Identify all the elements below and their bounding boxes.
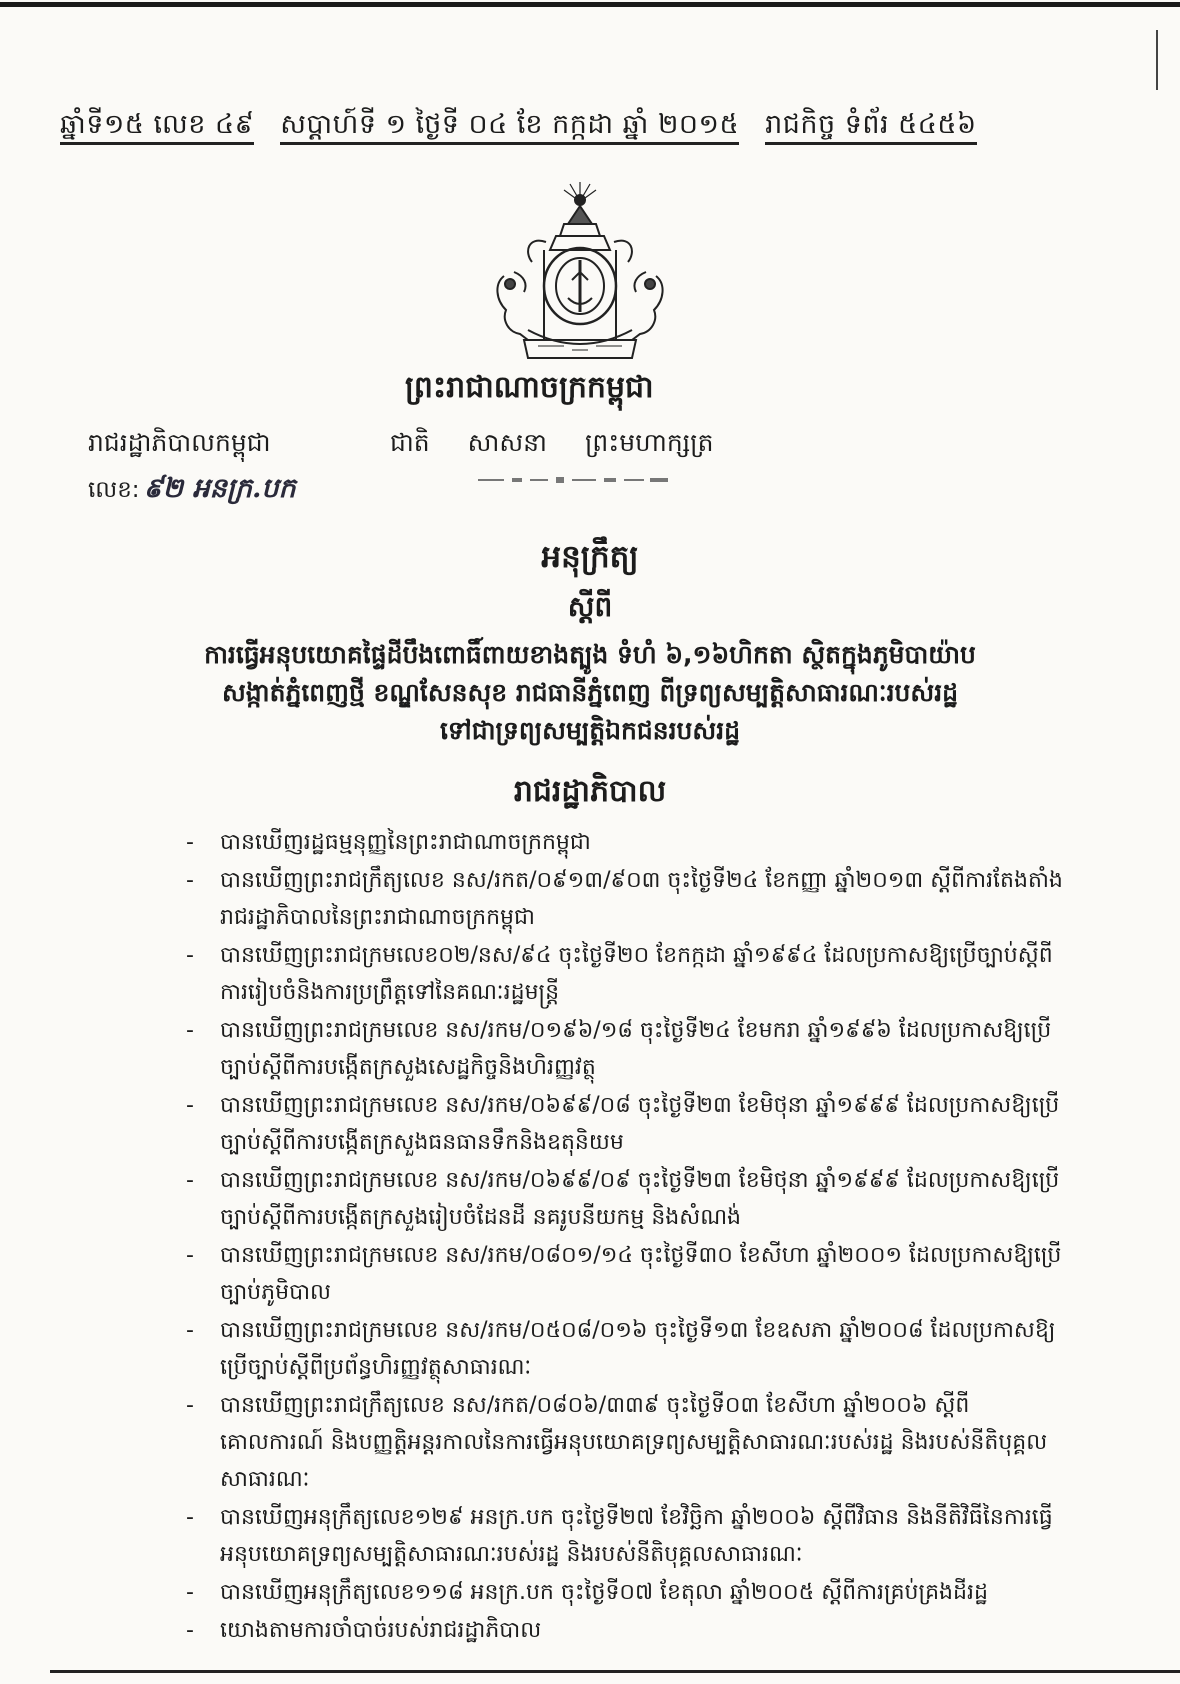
preamble-item: - បានឃើញព្រះរាជក្រមលេខ នស/រកម/០៨០១/១៤ ចុះថ្ងៃទី៣០ ខែសីហា ឆ្នាំ២០០១ ដែលប្រកាសឱ្យប្រើច្បាប់ភូមិបាល xyxy=(186,1243,1062,1305)
motto-religion: សាសនា xyxy=(467,428,547,457)
motto-king: ព្រះមហាក្សត្រ xyxy=(584,428,714,457)
bottom-border-rule xyxy=(50,1670,1180,1673)
gazette-page-number: រាជកិច្ច ទំព័រ ៥៤៥៦ xyxy=(765,109,977,145)
preamble-item: - បានឃើញរដ្ឋធម្មនុញ្ញនៃព្រះរាជាណាចក្រកម្ពុជា xyxy=(186,830,591,855)
preamble-item: - បានឃើញព្រះរាជក្រឹត្យលេខ នស/រកត/០៩១៣/៩០៣ ចុះថ្ងៃទី២៤ ខែកញ្ញា ឆ្នាំ២០១៣ ស្តីពីការតែងតាំងរាជរដ្ឋាភិបាលនៃព្រះរាជាណាចក្រកម្ពុជា xyxy=(186,868,1063,930)
preamble-text: បានឃើញព្រះរាជក្រមលេខ នស/រកម/០១៩៦/១៨ ចុះថ្ងៃទី២៤ ខែមករា ឆ្នាំ១៩៩៦ ដែលប្រកាសឱ្យប្រើច្បាប់ស្តីពីការបង្កើតក្រសួងសេដ្ឋកិច្ចនិងហិរញ្ញវត្ថុ xyxy=(220,1018,1052,1080)
preamble-item: - បានឃើញព្រះរាជក្រមលេខ០២/នស/៩៤ ចុះថ្ងៃទី២០ ខែកក្កដា ឆ្នាំ១៩៩៤ ដែលប្រកាសឱ្យប្រើច្បាប់ស្តីពីការរៀបចំនិងការប្រព្រឹត្តទៅនៃគណៈរដ្ឋមន្ត្រី xyxy=(186,943,1053,1005)
preamble-item: - បានឃើញព្រះរាជក្រឹត្យលេខ នស/រកត/០៨០៦/៣៣៩ ចុះថ្ងៃទី០៣ ខែសីហា ឆ្នាំ២០០៦ ស្តីពីគោលការណ៍ និងបញ្ញត្តិអន្តរកាលនៃការធ្វើអនុបយោគទ្រព្យសម្បត្តិសាធារណៈរបស់រដ្ឋ និងរបស់នីតិបុគ្គលសាធារណៈ xyxy=(186,1393,1048,1492)
preamble-item: - បានឃើញអនុក្រឹត្យលេខ១១៨ អនក្រ.បក ចុះថ្ងៃទី០៧ ខែតុលា ឆ្នាំ២០០៥ ស្តីពីការគ្រប់គ្រងដីរដ្ឋ xyxy=(186,1580,988,1605)
subject-label: ស្តីពី xyxy=(567,590,613,623)
preamble-item: - បានឃើញអនុក្រឹត្យលេខ១២៩ អនក្រ.បក ចុះថ្ងៃទី២៧ ខែវិច្ឆិកា ឆ្នាំ២០០៦ ស្តីពីវិធាន និងនីតិវិធីនៃការធ្វើអនុបយោគទ្រព្យសម្បត្តិសាធារណៈរបស់រដ្ឋ និងរបស់នីតិបុគ្គលសាធារណៈ xyxy=(186,1505,1053,1567)
margin-mark xyxy=(1156,30,1158,90)
national-motto xyxy=(390,428,744,464)
preamble-text: បានឃើញព្រះរាជក្រមលេខ នស/រកម/០៥០៨/០១៦ ចុះថ្ងៃទី១៣ ខែឧសភា ឆ្នាំ២០០៨ ដែលប្រកាសឱ្យប្រើច្បាប់ស្តីពីប្រព័ន្ធហិរញ្ញវត្ថុសាធារណៈ xyxy=(220,1318,1056,1380)
preamble-item: - បានឃើញព្រះរាជក្រមលេខ នស/រកម/០១៩៦/១៨ ចុះថ្ងៃទី២៤ ខែមករា ឆ្នាំ១៩៩៦ ដែលប្រកាសឱ្យប្រើច្បាប់ស្តីពីការបង្កើតក្រសួងសេដ្ឋកិច្ចនិងហិរញ្ញវត្ថុ xyxy=(186,1018,1052,1080)
gazette-year-issue: ឆ្នាំទី១៥ លេខ ៤៩ xyxy=(60,109,254,145)
divider-ornament-icon xyxy=(478,474,668,486)
preamble-text: បានឃើញព្រះរាជក្រឹត្យលេខ នស/រកត/០៩១៣/៩០៣ ចុះថ្ងៃទី២៤ ខែកញ្ញា ឆ្នាំ២០១៣ ស្តីពីការតែងតាំងរាជរដ្ឋាភិបាលនៃព្រះរាជាណាចក្រកម្ពុជា xyxy=(220,868,1063,930)
preamble-text: យោងតាមការចាំបាច់របស់រាជរដ្ឋាភិបាល xyxy=(220,1618,542,1643)
preamble-item: - យោងតាមការចាំបាច់របស់រាជរដ្ឋាភិបាល xyxy=(186,1618,542,1643)
reference-number-handwritten: ៩២ អនក្រ.បក xyxy=(143,473,296,504)
subject-line: សង្កាត់ភ្នំពេញថ្មី ខណ្ឌសែនសុខ រាជធានីភ្នំពេញ ពីទ្រព្យសម្បត្តិសាធារណៈរបស់រដ្ឋ xyxy=(221,678,958,707)
preamble-text: បានឃើញរដ្ឋធម្មនុញ្ញនៃព្រះរាជាណាចក្រកម្ពុជា xyxy=(220,830,591,855)
royal-coat-of-arms-icon xyxy=(484,180,676,370)
preamble-item: - បានឃើញព្រះរាជក្រមលេខ នស/រកម/០៦៩៩/០៩ ចុះថ្ងៃទី២៣ ខែមិថុនា ឆ្នាំ១៩៩៩ ដែលប្រកាសឱ្យប្រើច្បាប់ស្តីពីការបង្កើតក្រសួងរៀបចំដែនដី នគរូបនីយកម្ម និងសំណង់ xyxy=(186,1168,1060,1230)
subject-line: ការធ្វើអនុបយោគផ្ទៃដីបឹងពោធិ៍ពាយខាងត្បូង ទំហំ ៦,១៦ហិកតា ស្ថិតក្នុងភូមិបាយ៉ាប xyxy=(204,640,976,669)
reference-label: លេខ: xyxy=(88,477,140,503)
issuing-body-heading: រាជរដ្ឋាភិបាល xyxy=(513,774,667,809)
gazette-header xyxy=(60,108,1100,147)
preamble-text: បានឃើញព្រះរាជក្រមលេខ នស/រកម/០៦៩៩/០៨ ចុះថ្ងៃទី២៣ ខែមិថុនា ឆ្នាំ១៩៩៩ ដែលប្រកាសឱ្យប្រើច្បាប់ស្តីពីការបង្កើតក្រសួងធនធានទឹកនិងឧតុនិយម xyxy=(220,1093,1060,1155)
preamble-item: - បានឃើញព្រះរាជក្រមលេខ នស/រកម/០៥០៨/០១៦ ចុះថ្ងៃទី១៣ ខែឧសភា ឆ្នាំ២០០៨ ដែលប្រកាសឱ្យប្រើច្បាប់ស្តីពីប្រព័ន្ធហិរញ្ញវត្ថុសាធារណៈ xyxy=(186,1318,1056,1380)
motto-nation: ជាតិ xyxy=(390,428,430,457)
document-type: អនុក្រឹត្យ xyxy=(541,539,639,575)
preamble-item: - បានឃើញព្រះរាជក្រមលេខ នស/រកម/០៦៩៩/០៨ ចុះថ្ងៃទី២៣ ខែមិថុនា ឆ្នាំ១៩៩៩ ដែលប្រកាសឱ្យប្រើច្បាប់ស្តីពីការបង្កើតក្រសួងធនធានទឹកនិងឧតុនិយម xyxy=(186,1093,1060,1155)
kingdom-name: ព្រះរាជាណាចក្រកម្ពុជា xyxy=(405,370,654,405)
preamble-text: បានឃើញព្រះរាជក្រមលេខ នស/រកម/០៦៩៩/០៩ ចុះថ្ងៃទី២៣ ខែមិថុនា ឆ្នាំ១៩៩៩ ដែលប្រកាសឱ្យប្រើច្បាប់ស្តីពីការបង្កើតក្រសួងរៀបចំដែនដី នគរូបនីយកម្ម និងសំណង់ xyxy=(220,1168,1060,1230)
preamble-text: បានឃើញអនុក្រឹត្យលេខ១១៨ អនក្រ.បក ចុះថ្ងៃទី០៧ ខែតុលា ឆ្នាំ២០០៥ ស្តីពីការគ្រប់គ្រងដីរដ្ឋ xyxy=(220,1580,988,1605)
preamble-text: បានឃើញព្រះរាជក្រមលេខ នស/រកម/០៨០១/១៤ ចុះថ្ងៃទី៣០ ខែសីហា ឆ្នាំ២០០១ ដែលប្រកាសឱ្យប្រើច្បាប់ភូមិបាល xyxy=(220,1243,1062,1305)
top-border-rule xyxy=(0,2,1180,7)
preamble-text: បានឃើញព្រះរាជក្រមលេខ០២/នស/៩៤ ចុះថ្ងៃទី២០ ខែកក្កដា ឆ្នាំ១៩៩៤ ដែលប្រកាសឱ្យប្រើច្បាប់ស្តីពីការរៀបចំនិងការប្រព្រឹត្តទៅនៃគណៈរដ្ឋមន្ត្រី xyxy=(220,943,1053,1005)
document-title xyxy=(150,538,1030,750)
preamble-list xyxy=(186,824,1066,1650)
preamble-text: បានឃើញអនុក្រឹត្យលេខ១២៩ អនក្រ.បក ចុះថ្ងៃទី២៧ ខែវិច្ឆិកា ឆ្នាំ២០០៦ ស្តីពីវិធាន និងនីតិវិធីនៃការធ្វើអនុបយោគទ្រព្យសម្បត្តិសាធារណៈរបស់រដ្ឋ និងរបស់នីតិបុគ្គលសាធារណៈ xyxy=(220,1505,1053,1567)
subject-line: ទៅជាទ្រព្យសម្បត្តិឯកជនរបស់រដ្ឋ xyxy=(439,716,741,745)
issuing-government: រាជរដ្ឋាភិបាលកម្ពុជា xyxy=(88,428,271,457)
gazette-week-date: សប្តាហ៍ទី ១ ថ្ងៃទី ០៤ ខែ កក្កដា ឆ្នាំ ២០១៥ xyxy=(280,109,739,145)
reference-number xyxy=(88,472,296,511)
preamble-text: បានឃើញព្រះរាជក្រឹត្យលេខ នស/រកត/០៨០៦/៣៣៩ ចុះថ្ងៃទី០៣ ខែសីហា ឆ្នាំ២០០៦ ស្តីពីគោលការណ៍ និងបញ្ញត្តិអន្តរកាលនៃការធ្វើអនុបយោគទ្រព្យសម្បត្តិសាធារណៈរបស់រដ្ឋ និងរបស់នីតិបុគ្គលសាធារណៈ xyxy=(220,1393,1048,1492)
